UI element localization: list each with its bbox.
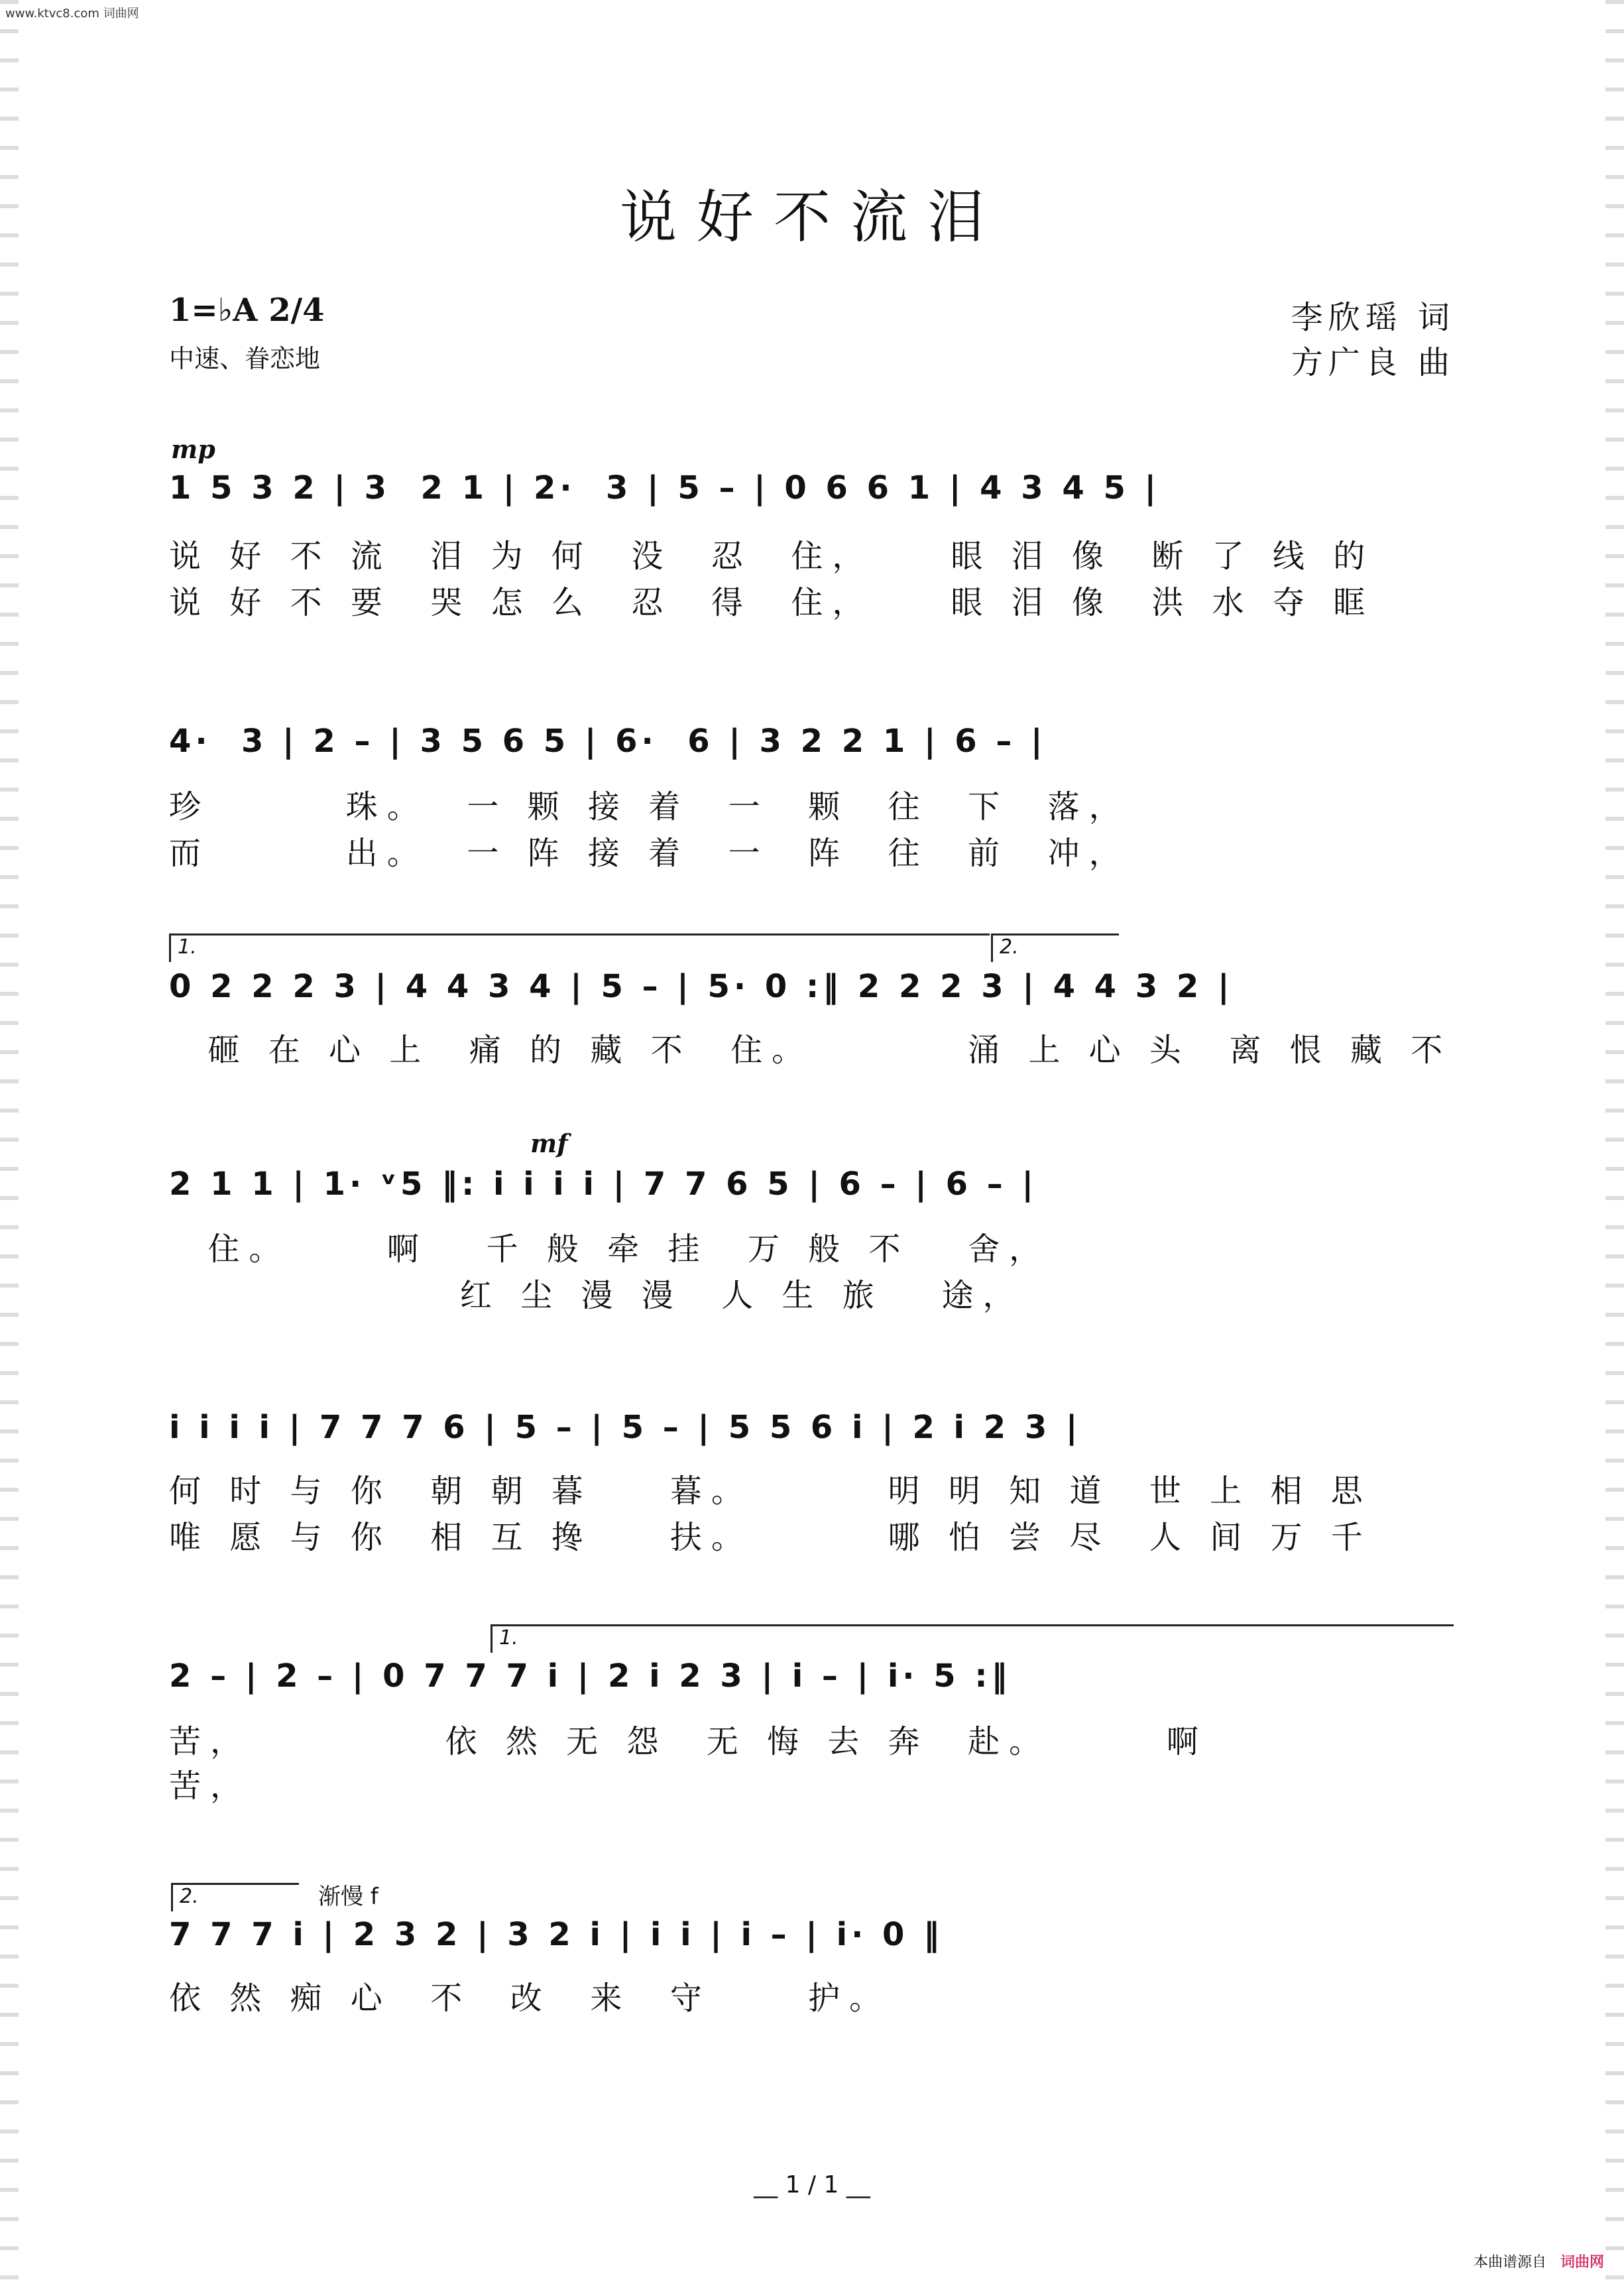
system-3-notes: 0 2 2 2 3 | 4 4 3 4 | 5 – | 5· 0 :‖ 2 2 2 3 | 4 4 3 2 | xyxy=(169,968,1234,1005)
tempo-marking: 中速、眷恋地 xyxy=(169,344,321,373)
source-credit-text: 本曲谱源自 xyxy=(1473,2254,1546,2271)
volta-1: 1. xyxy=(169,933,990,962)
volta-2: 2. xyxy=(991,933,1119,962)
song-title: 说好不流泪 xyxy=(620,184,1004,251)
system-2-lyrics-2: 而 出。 一 阵 接 着 一 阵 往 前 冲， xyxy=(169,835,1130,872)
system-5-lyrics-2: 唯 愿 与 你 相 互 搀 扶。 哪 怕 尝 尽 人 间 万 千 xyxy=(169,1519,1372,1556)
dynamic-mp: mp xyxy=(171,434,215,464)
key-signature: 1=♭A 2/4 xyxy=(169,292,325,329)
system-2-notes: 4· 3 | 2 – | 3 5 6 5 | 6· 6 | 3 2 2 1 | 6 – | xyxy=(169,723,1047,760)
system-6-lyrics-1: 苦， 依 然 无 怨 无 悔 去 奔 赴。 啊 xyxy=(169,1723,1208,1760)
volta-1-b: 1. xyxy=(491,1624,1454,1653)
system-4-lyrics-2: 红 尘 漫 漫 人 生 旅 途， xyxy=(169,1277,1024,1314)
system-5-notes: i i i i | 7 7 7 6 | 5 – | 5 – | 5 5 6 i | 2 i 2 3 | xyxy=(169,1409,1082,1446)
page-number: __ 1 / 1 __ xyxy=(754,2171,870,2198)
source-brand: 词曲网 xyxy=(1560,2254,1604,2271)
system-1-lyrics-2: 说 好 不 要 哭 怎 么 忍 得 住， 眼 泪 像 洪 水 夺 眶 xyxy=(169,584,1375,621)
left-margin-watermark xyxy=(0,0,19,2284)
volta-2-b: 2. xyxy=(171,1883,299,1911)
system-6-notes: 2 – | 2 – | 0 7 7 7 i | 2 i 2 3 | i – | i· 5 :‖ xyxy=(169,1657,1012,1695)
dynamic-f: 渐慢 f xyxy=(318,1884,378,1910)
system-3-lyrics-1: 砸 在 心 上 痛 的 藏 不 住。 涌 上 心 头 离 恨 藏 不 xyxy=(169,1032,1452,1069)
system-4-lyrics-1: 住。 啊 千 般 牵 挂 万 般 不 舍， xyxy=(169,1231,1051,1268)
system-4-notes: 2 1 1 | 1· ᵛ5 ‖: i i i i | 7 7 6 5 | 6 – | 6 – | xyxy=(169,1166,1037,1203)
site-watermark: www.ktvc8.com 词曲网 xyxy=(5,7,139,21)
lyricist-credit: 李欣瑶 词 xyxy=(1291,299,1455,336)
system-7-lyrics-1: 依 然 痴 心 不 改 来 守 护。 xyxy=(169,1980,891,2017)
system-7-notes: 7 7 7 i | 2 3 2 | 3 2 i | i i | i – | i· 0 ‖ xyxy=(169,1916,944,1953)
source-credit xyxy=(1474,2251,1604,2271)
system-1-notes: 1 5 3 2 | 3 2 1 | 2· 3 | 5 – | 0 6 6 1 | 4 3 4 5 | xyxy=(169,469,1161,507)
system-1-lyrics-1: 说 好 不 流 泪 为 何 没 忍 住， 眼 泪 像 断 了 线 的 xyxy=(169,538,1375,575)
right-margin-watermark xyxy=(1605,0,1624,2284)
system-2-lyrics-1: 珍 珠。 一 颗 接 着 一 颗 往 下 落， xyxy=(169,788,1130,825)
dynamic-mf: mf xyxy=(530,1128,568,1158)
system-5-lyrics-1: 何 时 与 你 朝 朝 暮 暮。 明 明 知 道 世 上 相 思 xyxy=(169,1473,1372,1510)
system-6-lyrics-2: 苦， xyxy=(169,1768,252,1805)
composer-credit: 方广良 曲 xyxy=(1291,344,1455,381)
